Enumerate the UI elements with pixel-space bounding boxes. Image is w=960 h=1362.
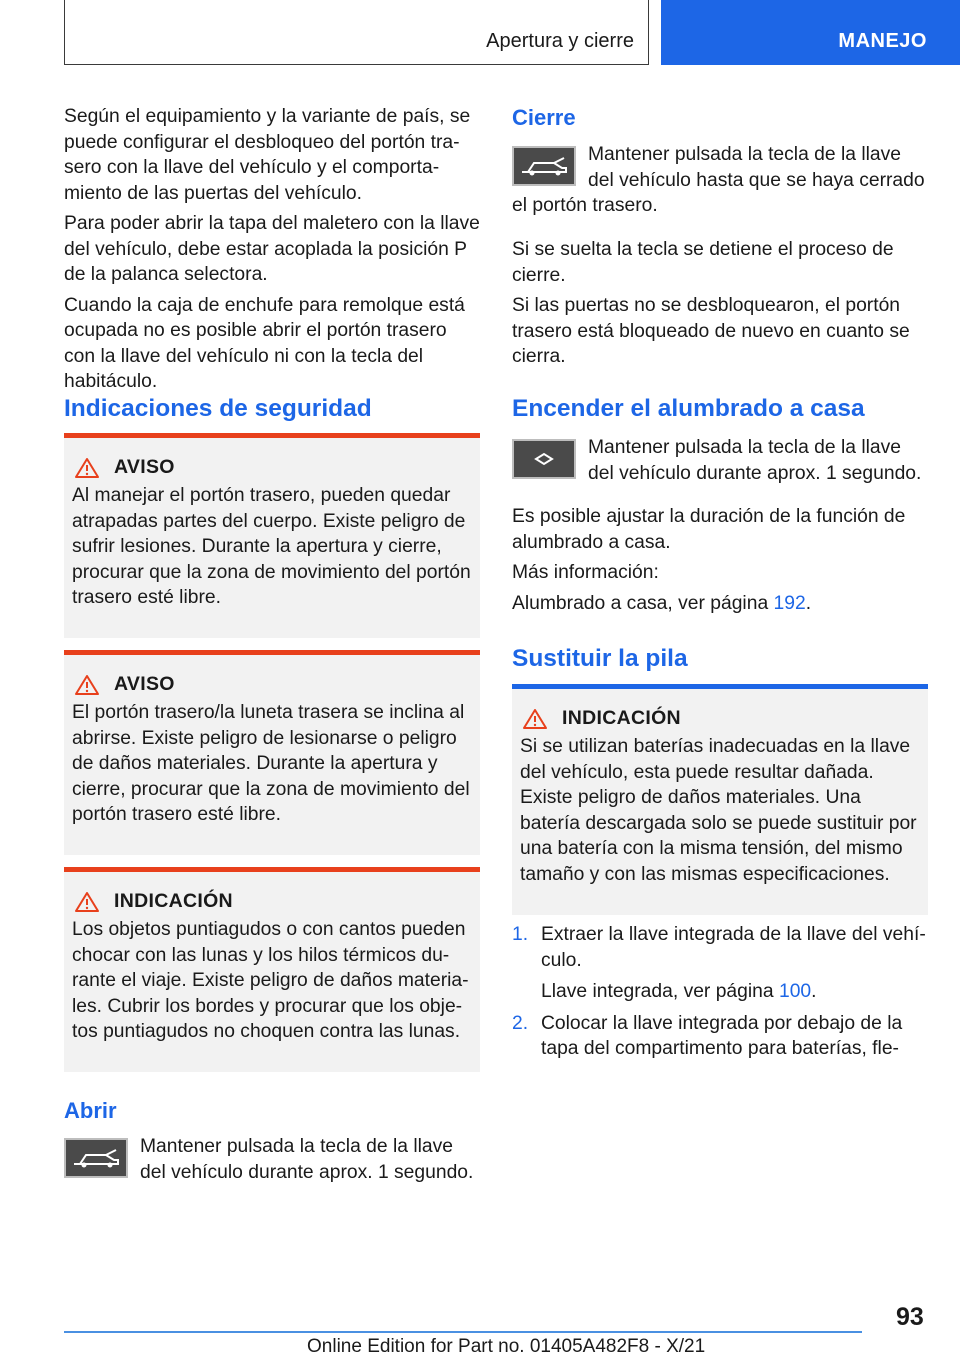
light-text: Mantener pulsada la tecla de la llave del vehículo durante aprox. 1 segundo. [588,437,922,484]
step-text: Extraer la llave integrada de la llave del vehículo. [541,924,926,971]
footer-rule [64,1331,862,1333]
page-link[interactable]: 100 [778,981,812,1002]
note-title: INDICACIÓN [114,890,233,912]
steps-list [512,922,928,1068]
page-number: 93 [896,1303,924,1331]
light-notes [512,504,928,621]
paragraph: Para poder abrir la tapa del maletero con la llave del vehículo, debe estar acoplada la posición P de la palanca selectora. [64,213,480,285]
open-instruction [64,1134,480,1185]
warning-text: El portón trasero/la luneta trasera se inclina al abrirse. Existe peligro de lesionarse o peligro de daños materiales. Durante la apertura y cierre, procurar que la zona de movimiento del portón trasero esté libre. [72,702,470,825]
step-text: Colocar la llave integrada por debajo de la tapa del compartimento para baterías, fle- [541,1012,903,1059]
step-reference: Llave integrada, ver página 100. [541,981,817,1002]
warning-text: Al manejar el portón trasero, pueden quedar atrapadas partes del cuerpo. Existe peligro de sufrir lesiones. Durante la apertura y cierre, procurar que la zona de movimiento del portón trasero esté libre. [72,485,471,608]
warning-title: AVISO [114,456,175,478]
note-title: INDICACIÓN [562,707,681,729]
section-title: Apertura y cierre [486,30,634,52]
diamond-key-icon [512,439,576,479]
warning-triangle-icon [74,457,100,479]
warning-box [64,650,480,855]
paragraph: Si se suelta la tecla se detiene el proceso de cierre. [512,239,894,286]
paragraph: Más información: [512,562,659,583]
safety-heading: Indicaciones de seguridad [64,395,372,422]
footer-edition: Online Edition for Part no. 01405A482F8 - X/21 [307,1336,706,1357]
close-instruction [512,142,928,219]
step-number: 1. [512,924,529,945]
trunk-key-icon [512,146,576,186]
note-text: Los objetos puntiagudos o con cantos pueden chocar con las lunas y los hilos térmicos durante el viaje. Existe peligro de daños materiales. Cubrir los bordes y procurar que los objetos puntiagudos no choquen contra las lunas. [72,919,469,1042]
warning-title: AVISO [114,673,175,695]
close-heading: Cierre [512,105,576,130]
open-text: Mantener pulsada la tecla de la llave del vehículo durante aprox. 1 segundo. [140,1136,474,1183]
warning-triangle-icon [522,708,548,730]
warning-box [64,433,480,638]
intro-text [64,104,480,400]
paragraph: Si las puertas no se desbloquearon, el portón trasero está bloqueado de nuevo en cuanto se cierra. [512,295,910,367]
open-heading: Abrir [64,1098,117,1123]
header-chapter-tab [661,0,960,65]
chapter-title: MANEJO [838,30,927,52]
note-box [512,684,928,915]
light-heading: Encender el alumbrado a casa [512,395,865,422]
step-number: 2. [512,1012,529,1034]
trunk-key-icon [64,1138,128,1178]
paragraph: Según el equipamiento y la variante de país, se puede configurar el desbloqueo del portón trasero con la llave del vehículo y el comportamiento de las puertas del vehículo. [64,106,471,204]
close-notes [512,237,928,375]
header-section-tab [64,0,649,65]
page-link[interactable]: 192 [773,592,806,614]
light-instruction [512,435,928,486]
warning-triangle-icon [74,891,100,913]
list-item [512,1011,928,1062]
paragraph: Cuando la caja de enchufe para remolque está ocupada no es posible abrir el portón trasero con la llave del vehículo ni con la tecla del habitáculo. [64,294,465,392]
note-text: Si se utilizan baterías inadecuadas en la llave del vehículo, esta puede resultar dañada. Existe peligro de daños materiales. Una batería descargada solo se puede sustituir por una batería con la misma tensión, del mismo tamaño y con las mismas especificaciones. [520,736,917,885]
reference: Alumbrado a casa, ver página 192. [512,592,812,614]
paragraph: Es posible ajustar la duración de la función de alumbrado a casa. [512,506,906,553]
list-item [512,922,928,1005]
battery-heading: Sustituir la pila [512,645,688,672]
note-box [64,867,480,1072]
close-text: Mantener pulsada la tecla de la llave del vehículo hasta que se haya cerrado el portón trasero. [512,144,925,216]
warning-triangle-icon [74,674,100,696]
